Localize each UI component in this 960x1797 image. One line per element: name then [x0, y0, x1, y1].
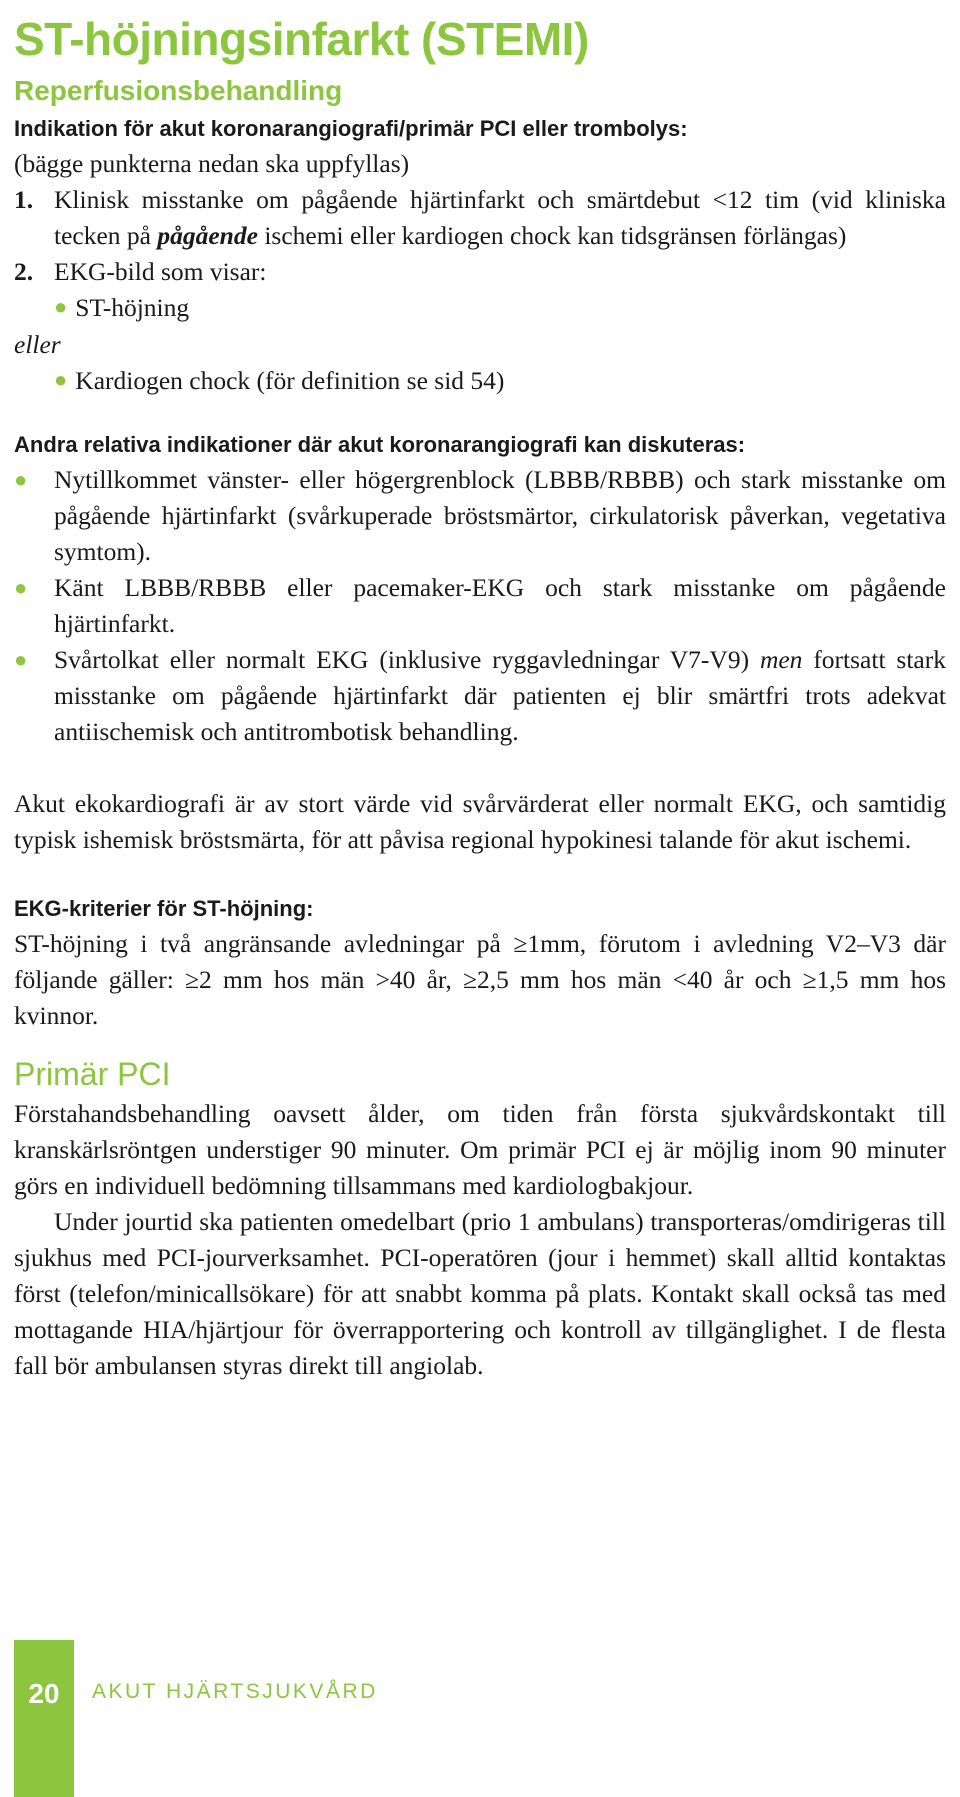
item-text — [54, 182, 946, 254]
sub-bullet-chock — [14, 363, 946, 400]
emphasis: men — [759, 645, 803, 674]
bullet-icon: ● — [14, 575, 28, 600]
pci-section — [14, 1052, 946, 1384]
pci-paragraph-1: Förstahandsbehandling oavsett ålder, om tiden från första sjukvårdskontakt till kranskärlsröntgen understiger 90 minuter. Om primär PCI ej är möjlig inom 90 minuter görs en individuell bedömning tillsammans med kardiologbakjour. — [14, 1099, 946, 1200]
item-text-part: ischemi eller kardiogen chock kan tidsgränsen förlängas) — [257, 221, 847, 250]
indication-intro: (bägge punkterna nedan ska uppfyllas) — [14, 149, 410, 178]
sub-bullet-text: ST-höjning — [75, 293, 190, 322]
bullet-icon: ● — [14, 647, 28, 672]
item-number: 2. — [14, 257, 34, 286]
running-title: AKUT HJÄRTSJUKVÅRD — [92, 1680, 378, 1703]
bullet-icon: ● — [54, 367, 68, 392]
list-item — [14, 642, 946, 750]
relative-section — [14, 428, 946, 750]
list-item-text-part: fortsatt stark misstanke om pågående hjärtinfarkt där patienten ej blir smärtfri trots adekvat antiischemisk och antitrombotisk behandling. — [54, 645, 946, 746]
item-number: 1. — [14, 185, 34, 214]
sub-bullet-text: Kardiogen chock (för definition se sid 54) — [75, 366, 505, 395]
pci-heading: Primär PCI — [14, 1056, 171, 1092]
list-item-text — [54, 642, 946, 750]
page-subtitle: Reperfusionsbehandling — [14, 75, 343, 106]
sub-bullet-st — [14, 290, 946, 327]
list-item-text: Känt LBBB/RBBB eller pacemaker-EKG och stark misstanke om pågående hjärtinfarkt. — [54, 573, 946, 638]
bullet-icon: ● — [14, 467, 28, 492]
item-text-part: Klinisk misstanke om pågående hjärtinfarkt och smärtdebut <12 tim (vid kliniska tecken på — [54, 185, 946, 250]
indication-item-2 — [14, 254, 946, 290]
list-item — [14, 570, 946, 642]
indication-item-1 — [14, 182, 946, 254]
list-item — [14, 462, 946, 570]
or-label: eller — [14, 330, 61, 359]
ekg-heading: EKG-kriterier för ST-höjning: — [14, 896, 314, 921]
list-item-text: Nytillkommet vänster- eller högergrenblock (LBBB/RBBB) och stark misstanke om pågående hjärtinfarkt (svårkuperade bröstsmärtor, cirkulatorisk påverkan, vegetativa symtom). — [54, 465, 946, 566]
page-number: 20 — [28, 1678, 60, 1709]
pci-paragraph-2: Under jourtid ska patienten omedelbart (prio 1 ambulans) transporteras/omdirigeras till sjukhus med PCI-jourverksamhet. PCI-operatören (jour i hemmet) skall alltid kontaktas först (telefon/minicallsökare) för att snabbt komma på plats. Kontakt skall också tas med mottagande HIA/hjärtjour för överrapportering och kontroll av tillgänglighet. I de flesta fall bör ambulansen styras direkt till angiolab. — [14, 1207, 946, 1380]
page-title: ST-höjningsinfarkt (STEMI) — [14, 13, 589, 65]
document-page — [14, 0, 946, 1384]
indication-heading: Indikation för akut koronarangiografi/primär PCI eller trombolys: — [14, 116, 688, 141]
item-text: EKG-bild som visar: — [54, 257, 267, 286]
echo-paragraph: Akut ekokardiografi är av stort värde vid svårvärderat eller normalt EKG, och samtidig typisk ishemisk bröstsmärta, för att påvisa regional hypokinesi talande för akut ischemi. — [14, 789, 946, 854]
ekg-section — [14, 892, 946, 1034]
list-item-text-part: Svårtolkat eller normalt EKG (inklusive ryggavledningar V7-V9) — [54, 645, 760, 674]
ekg-text: ST-höjning i två angränsande avledningar på ≥1mm, förutom i avledning V2–V3 där följande gäller: ≥2 mm hos män >40 år, ≥2,5 mm hos män <40 år och ≥1,5 mm hos kvinnor. — [14, 929, 946, 1030]
indication-section — [14, 112, 946, 400]
footer-bar — [14, 1640, 74, 1797]
bullet-icon: ● — [54, 294, 68, 319]
emphasis: pågående — [157, 221, 258, 250]
relative-heading: Andra relativa indikationer där akut koronarangiografi kan diskuteras: — [14, 432, 746, 457]
